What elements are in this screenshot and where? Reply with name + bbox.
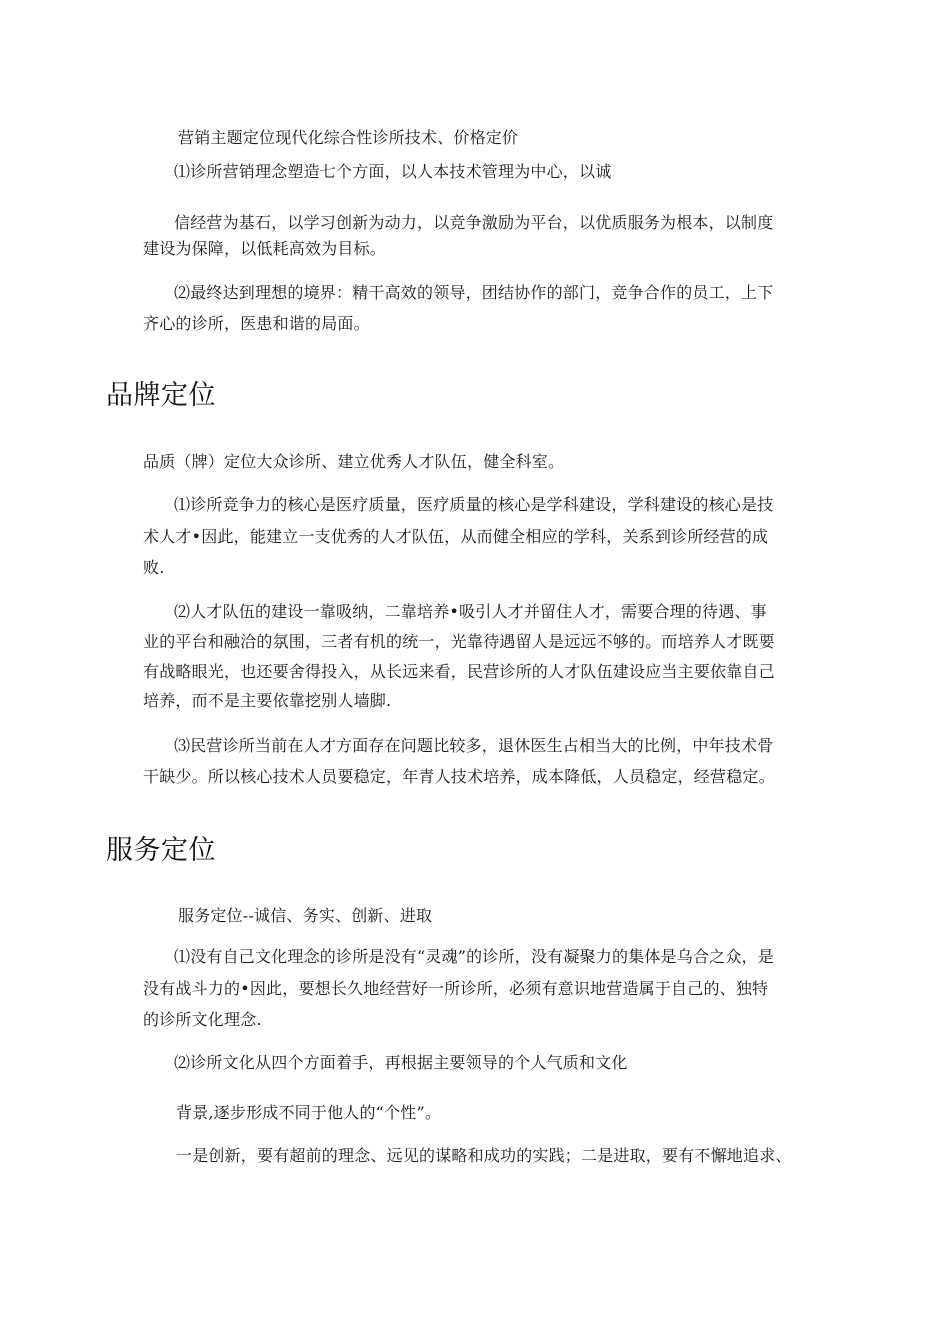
section2-paragraph1-line2: 术人才•因此，能建立一支优秀的人才队伍，从而健全相应的学科，关系到诊所经营的成 (143, 527, 769, 546)
section3-paragraph2-line1: ⑵诊所文化从四个方面着手，再根据主要领导的个人气质和文化 (174, 1053, 628, 1072)
section1-intro: 营销主题定位现代化综合性诊所技术、价格定价 (178, 128, 519, 147)
section3-heading: 服务定位 (106, 835, 216, 866)
section3-paragraph3-line1: 一是创新，要有超前的理念、远见的谋略和成功的实践；二是进取，要有不懈地追求、 (176, 1146, 792, 1165)
section3-paragraph1-line1: ⑴没有自己文化理念的诊所是没有“灵魂”的诊所，没有凝聚力的集体是乌合之众，是 (174, 947, 774, 966)
section1-paragraph1-line2: 信经营为基石，以学习创新为动力，以竞争激励为平台，以优质服务为根本，以制度 (174, 213, 774, 232)
section3-intro: 服务定位--诚信、务实、创新、进取 (178, 906, 433, 925)
section3-paragraph2-line2: 背景,逐步形成不同于他人的“个性”。 (176, 1103, 442, 1122)
section2-paragraph1-line1: ⑴诊所竞争力的核心是医疗质量，医疗质量的核心是学科建设，学科建设的核心是技 (174, 495, 774, 514)
section2-heading: 品牌定位 (106, 380, 216, 411)
section1-paragraph2-line1: ⑵最终达到理想的境界：精干高效的领导，团结协作的部门，竞争合作的员工，上下 (174, 283, 774, 302)
section2-paragraph1-line3: 败. (143, 558, 165, 577)
section1-paragraph1-line3: 建设为保障，以低耗高效为目标。 (143, 239, 387, 258)
section2-paragraph3-line2: 干缺少。所以核心技术人员要稳定，年青人技术培养，成本降低，人员稳定，经营稳定。 (143, 767, 775, 786)
section3-paragraph1-line2: 没有战斗力的•因此，要想长久地经营好一所诊所，必须有意识地营造属于自己的、独特 (143, 979, 769, 998)
section2-paragraph2-line3: 有战略眼光，也还要舍得投入，从长远来看，民营诊所的人才队伍建设应当主要依靠自己 (143, 662, 775, 681)
section2-paragraph2-line2: 业的平台和融洽的氛围，三者有机的统一，光靠待遇留人是远远不够的。而培养人才既要 (143, 632, 775, 651)
section2-paragraph2-line1: ⑵人才队伍的建设一靠吸纳，二靠培养•吸引人才并留住人才，需要合理的待遇、事 (174, 602, 767, 621)
section2-intro: 品质（牌）定位大众诊所、建立优秀人才队伍，健全科室。 (143, 452, 565, 471)
section1-paragraph1-line1: ⑴诊所营销理念塑造七个方面，以人本技术管理为中心，以诚 (174, 162, 612, 181)
section1-paragraph2-line2: 齐心的诊所，医患和谐的局面。 (143, 314, 370, 333)
section2-paragraph2-line4: 培养，而不是主要依靠挖别人墙脚. (143, 691, 392, 710)
section2-paragraph3-line1: ⑶民营诊所当前在人才方面存在问题比较多，退休医生占相当大的比例，中年技术骨 (174, 736, 774, 755)
section3-paragraph1-line3: 的诊所文化理念. (143, 1010, 262, 1029)
